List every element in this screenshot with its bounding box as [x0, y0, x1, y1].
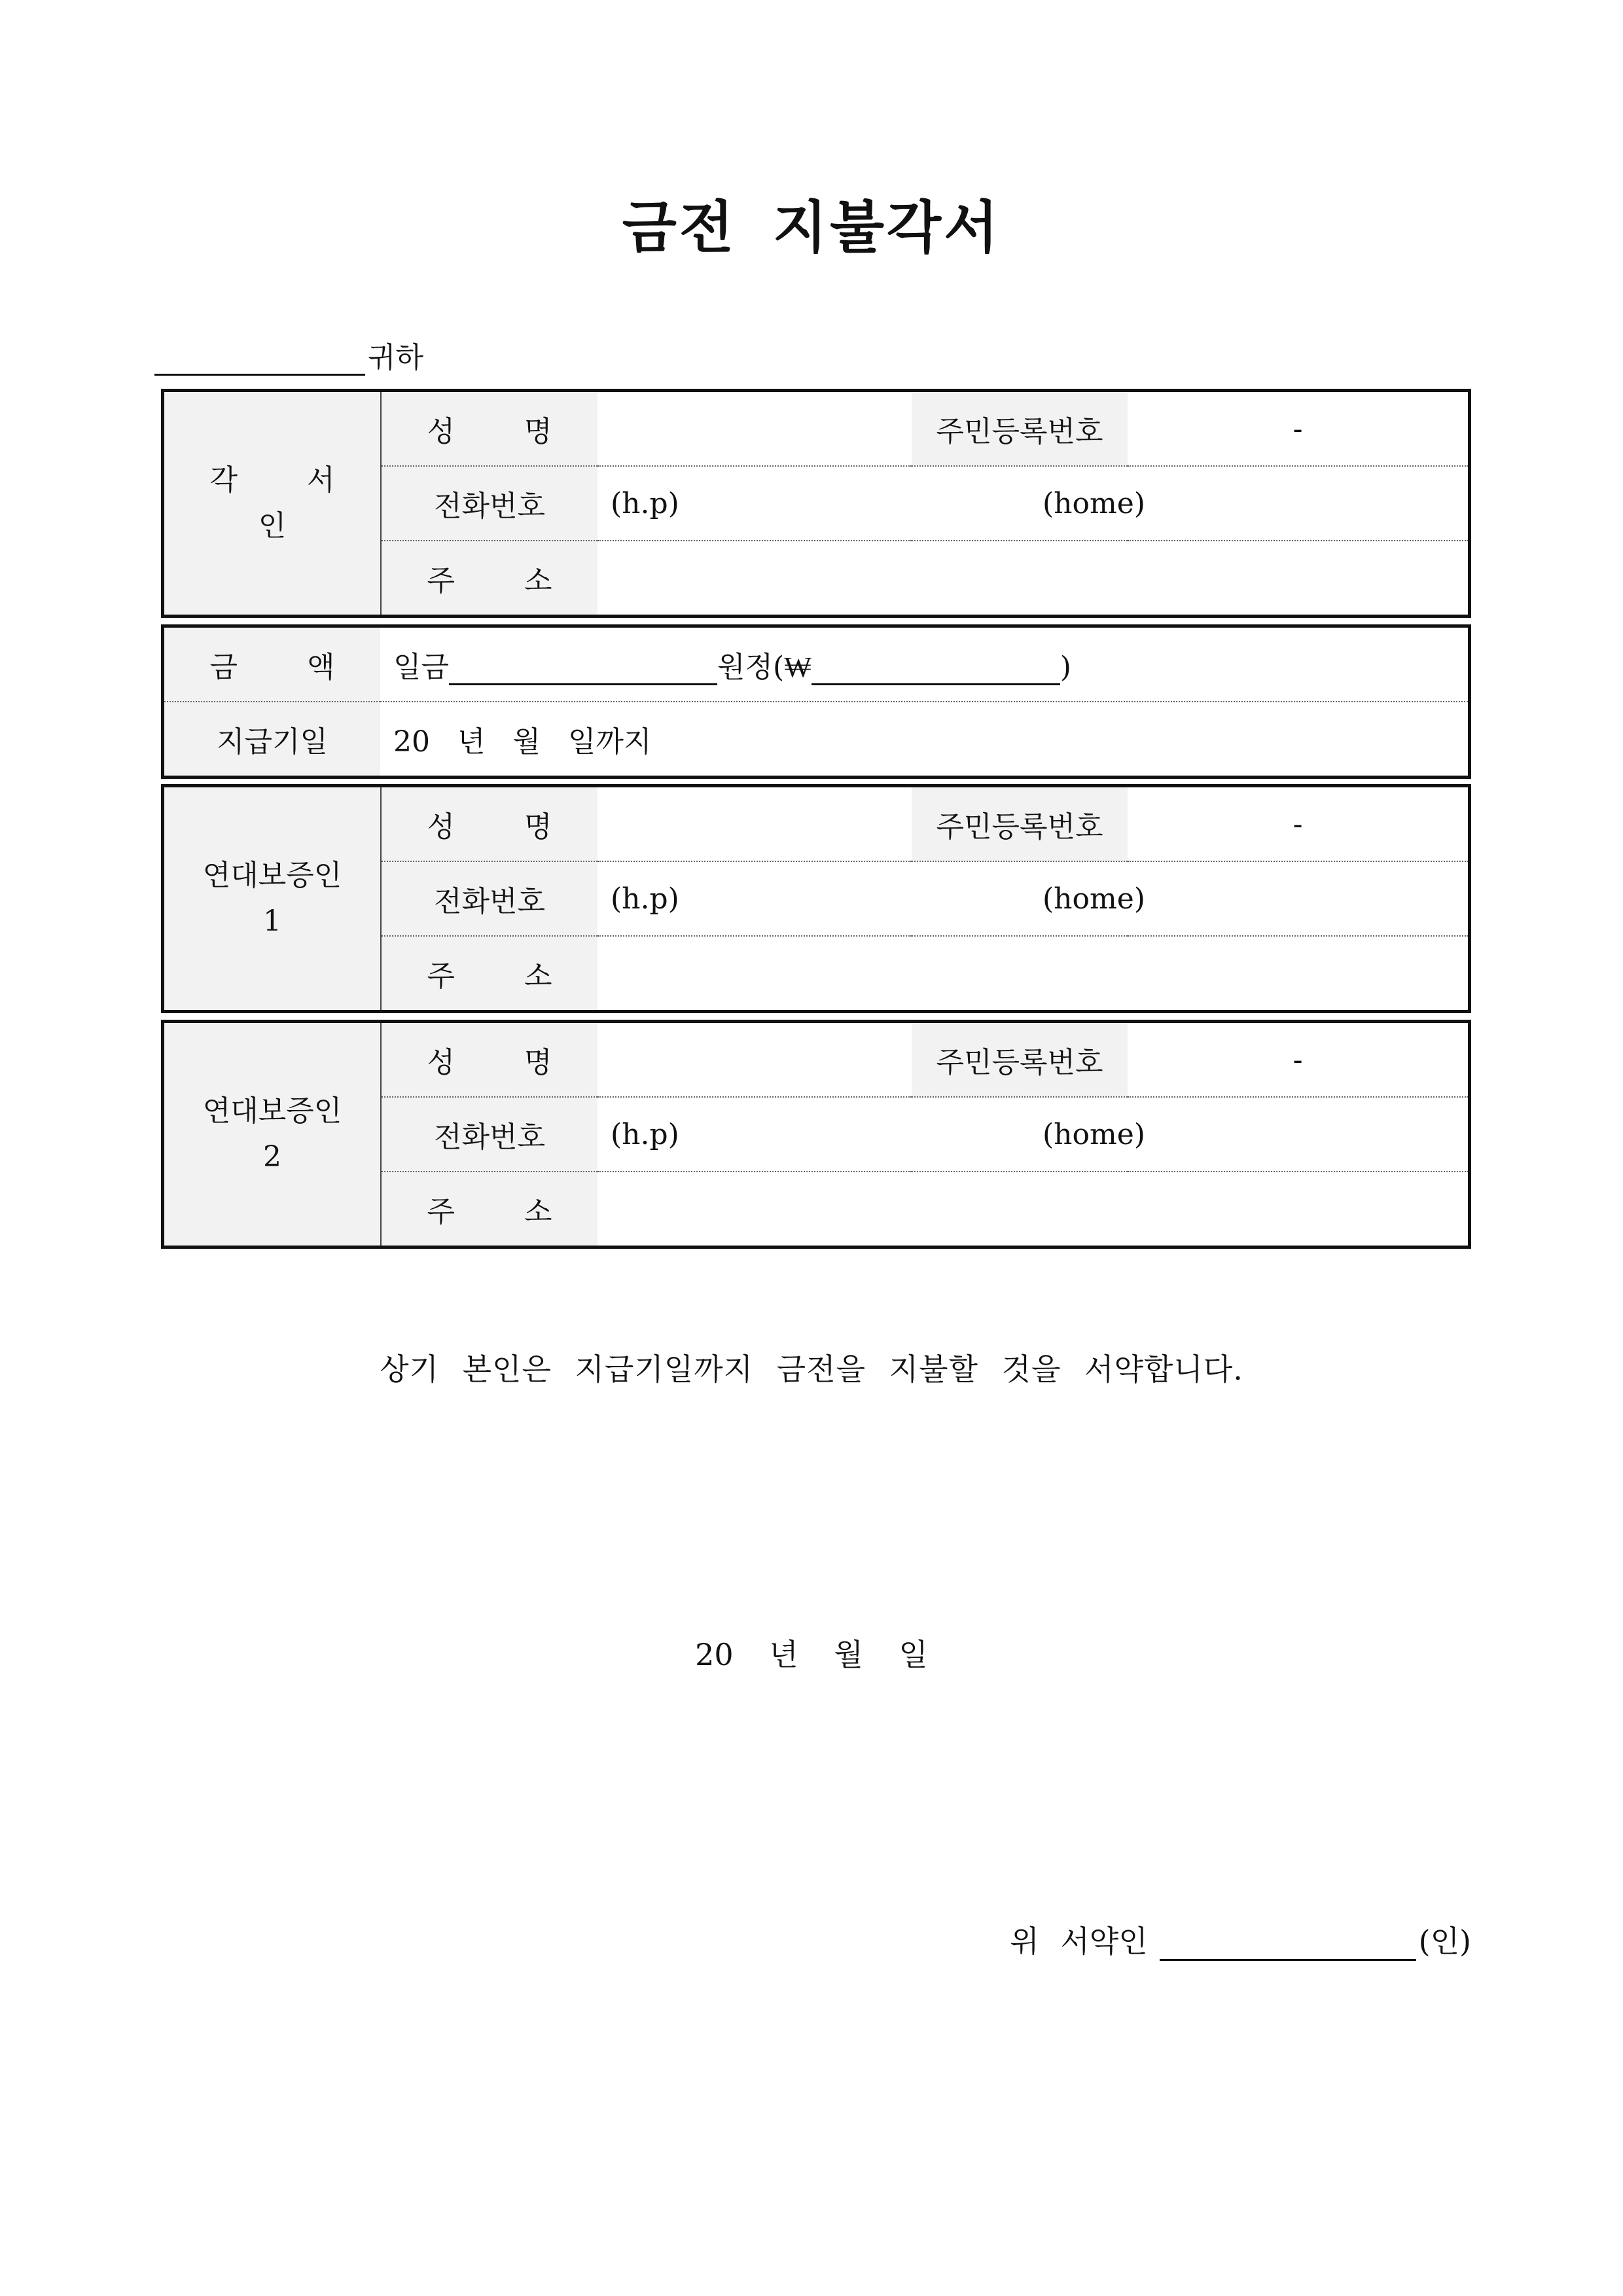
- guarantor2-table: [161, 1020, 1471, 1249]
- amount-label: 금 액: [163, 626, 381, 702]
- name-label: 성 명: [381, 1022, 597, 1098]
- signer-prefix: 위 서약인: [1010, 1924, 1148, 1959]
- amount-table: [161, 624, 1471, 779]
- phone-field[interactable]: [597, 466, 1470, 541]
- amount-digits-blank[interactable]: [812, 653, 1060, 685]
- name-field[interactable]: [597, 391, 912, 467]
- name-label: 성 명: [381, 391, 597, 467]
- address-field[interactable]: [597, 936, 1470, 1012]
- amount-words-blank[interactable]: [449, 653, 717, 685]
- phone-label: 전화번호: [381, 1097, 597, 1172]
- address-field[interactable]: [597, 1172, 1470, 1247]
- seal-label: (인): [1418, 1924, 1471, 1959]
- guarantor1-table: [161, 784, 1471, 1013]
- address-label: 주 소: [381, 541, 597, 617]
- rrn-label: 주민등록번호: [912, 786, 1128, 862]
- phone-field[interactable]: [597, 1097, 1470, 1172]
- rrn-field[interactable]: -: [1293, 807, 1303, 841]
- amount-close: ): [1060, 651, 1071, 684]
- pledge-statement: 상기 본인은 지급기일까지 금전을 지불할 것을 서약합니다.: [380, 1352, 1243, 1387]
- name-label: 성 명: [381, 786, 597, 862]
- hp-label: (h.p): [611, 486, 679, 520]
- phone-label: 전화번호: [381, 466, 597, 541]
- addressee-blank[interactable]: [154, 341, 365, 376]
- home-label: (home): [1043, 486, 1145, 520]
- signer-line: [1010, 1918, 1471, 1961]
- addressee-line: [154, 334, 423, 376]
- signer-name-blank[interactable]: [1160, 1925, 1416, 1961]
- rrn-field[interactable]: -: [1293, 412, 1303, 446]
- rrn-label: 주민등록번호: [912, 391, 1128, 467]
- signer-table: [161, 389, 1471, 618]
- guarantor1-group-label: 연대보증인 1: [163, 786, 382, 1012]
- rrn-label: 주민등록번호: [912, 1022, 1128, 1098]
- signer-group-label: 각 서 인: [163, 391, 382, 617]
- guarantor2-group-label: 연대보증인 2: [163, 1022, 382, 1247]
- signing-date: 20 년 월 일: [695, 1637, 928, 1672]
- hp-label: (h.p): [611, 882, 679, 916]
- amount-field[interactable]: [380, 626, 1470, 702]
- phone-field[interactable]: [597, 861, 1470, 936]
- amount-prefix: 일금: [393, 651, 450, 684]
- address-label: 주 소: [381, 936, 597, 1012]
- name-field[interactable]: [597, 786, 912, 862]
- hp-label: (h.p): [611, 1117, 679, 1151]
- addressee-suffix: 귀하: [368, 341, 424, 374]
- address-label: 주 소: [381, 1172, 597, 1247]
- home-label: (home): [1043, 882, 1145, 916]
- due-date-field[interactable]: 20 년 월 일까지: [380, 702, 1470, 778]
- phone-label: 전화번호: [381, 861, 597, 936]
- amount-mid: 원정(₩: [717, 651, 812, 684]
- document-title: 금전 지불각서: [622, 194, 1001, 260]
- address-field[interactable]: [597, 541, 1470, 617]
- name-field[interactable]: [597, 1022, 912, 1098]
- due-date-label: 지급기일: [163, 702, 381, 778]
- home-label: (home): [1043, 1117, 1145, 1151]
- rrn-field[interactable]: -: [1293, 1043, 1303, 1077]
